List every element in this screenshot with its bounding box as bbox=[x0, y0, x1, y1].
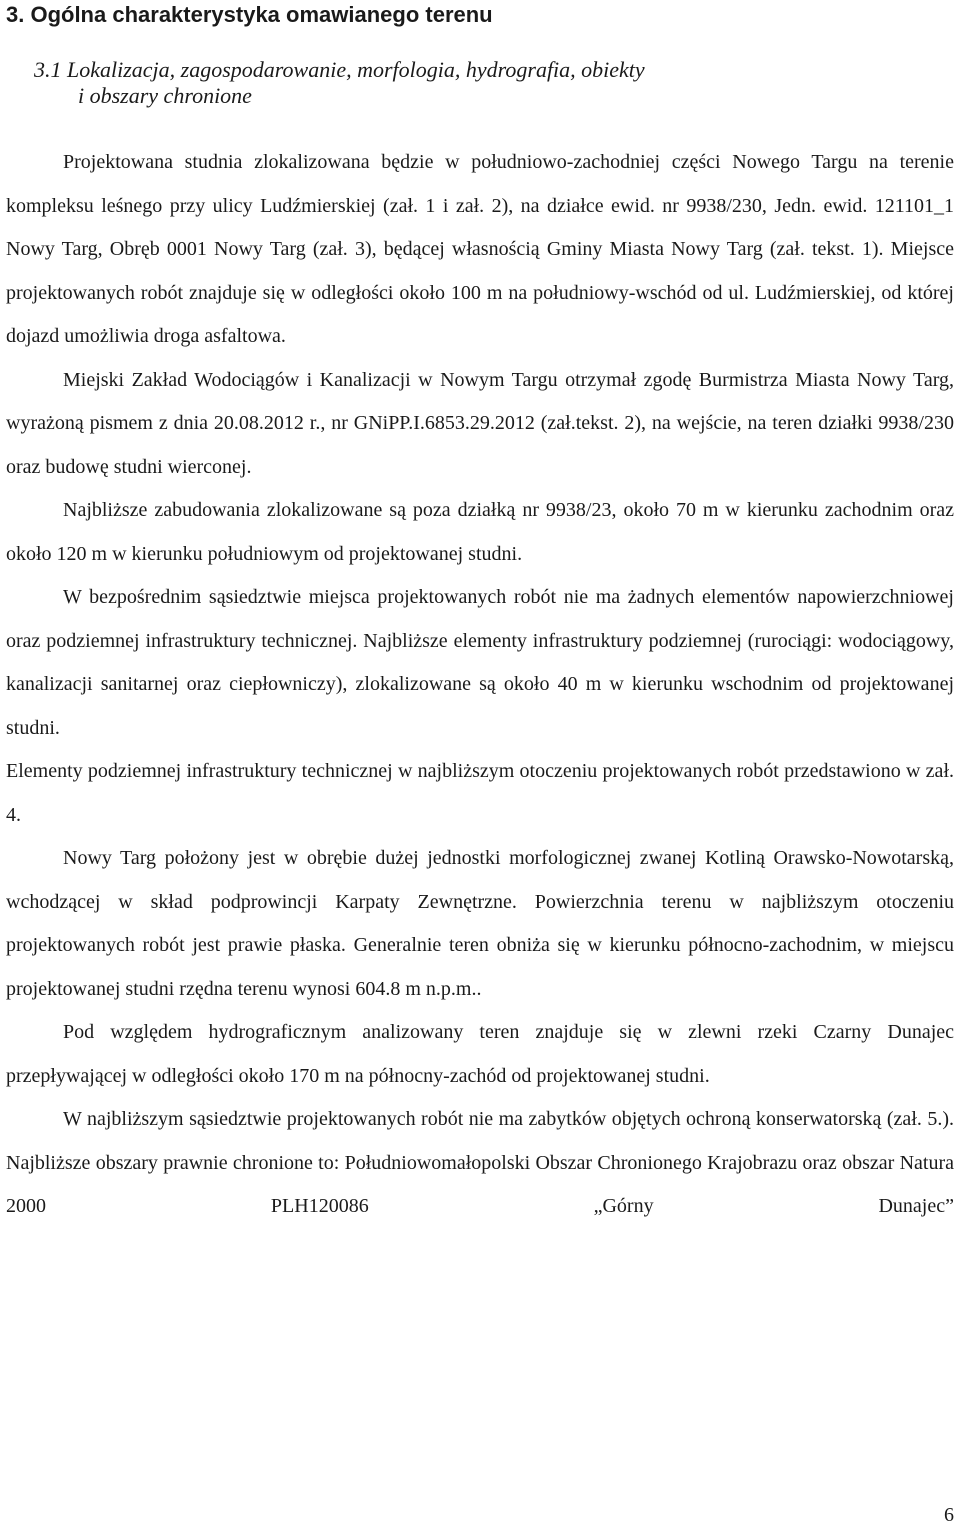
paragraph-nearest-buildings: Najbliższe zabudowania zlokalizowane są poza działką nr 9938/23, około 70 m w kierunku zachodnim oraz około 120 m w kierunku południowym od projektowanej studni. bbox=[6, 499, 954, 565]
paragraph-infrastructure: W bezpośrednim sąsiedztwie miejsca projektowanych robót nie ma żadnych elementów napowierzchniowej oraz podziemnej infrastruktury technicznej. Najbliższe elementy infrastruktury podziemnej (rurociągi: wodociągowy, kanalizacji sanitarnej oraz ciepłowniczy), zlokalizowane są około 40 m w kierunku wschodnim od projektowanej studni. bbox=[6, 586, 954, 739]
subsection-heading-line-2: i obszary chronione bbox=[78, 83, 252, 108]
paragraph-morphology: Nowy Targ położony jest w obrębie dużej jednostki morfologicznej zwanej Kotliną Orawsko-Nowotarską, wchodzącej w skład podprowincji Karpaty Zewnętrzne. Powierzchnia terenu w najbliższym otoczeniu projektowanych robót jest prawie płaska. Generalnie teren obniża się w kierunku północno-zachodnim, w miejscu projektowanej studni rzędna terenu wynosi 604.8 m n.p.m.. bbox=[6, 847, 954, 1000]
paragraph-hydrography: Pod względem hydrograficznym analizowany teren znajduje się w zlewni rzeki Czarny Dunajec przepływającej w odległości około 170 m na północny-zachód od projektowanej studni. bbox=[6, 1021, 954, 1087]
subsection-heading bbox=[34, 57, 645, 109]
page-number: 6 bbox=[944, 1504, 954, 1526]
section-heading: 3. Ogólna charakterystyka omawianego terenu bbox=[6, 2, 493, 27]
subsection-heading-line-1: 3.1 Lokalizacja, zagospodarowanie, morfologia, hydrografia, obiekty bbox=[34, 57, 645, 82]
document-body bbox=[6, 141, 954, 1229]
paragraph-permission: Miejski Zakład Wodociągów i Kanalizacji w Nowym Targu otrzymał zgodę Burmistrza Miasta Nowy Targ, wyrażoną pismem z dnia 20.08.2012 r., nr GNiPP.I.6853.29.2012 (zał.tekst. 2), na wejście, na teren działki 9938/230 oraz budowę studni wierconej. bbox=[6, 368, 954, 478]
paragraph-protected-areas: W najbliższym sąsiedztwie projektowanych robót nie ma zabytków objętych ochroną konserwatorską (zał. 5.). Najbliższe obszary prawnie chronione to: Południowomałopolski Obszar Chronionego Krajobrazu oraz obszar Natura 2000 PLH120086 „Górny Dunajec” bbox=[6, 1108, 954, 1217]
paragraph-location: Projektowana studnia zlokalizowana będzie w południowo-zachodniej części Nowego Targu na terenie kompleksu leśnego przy ulicy Ludźmierskiej (zał. 1 i zał. 2), na działce ewid. nr 9938/230, Jedn. ewid. 121101_1 Nowy Targ, Obręb 0001 Nowy Targ (zał. 3), będącej własnością Gminy Miasta Nowy Targ (zał. tekst. 1). Miejsce projektowanych robót znajduje się w odległości około 100 m na południowy-wschód od ul. Ludźmierskiej, od której dojazd umożliwia droga asfaltowa. bbox=[6, 151, 954, 347]
paragraph-infrastructure-attachment: Elementy podziemnej infrastruktury technicznej w najbliższym otoczeniu projektowanych robót przedstawiono w zał. 4. bbox=[6, 760, 954, 826]
